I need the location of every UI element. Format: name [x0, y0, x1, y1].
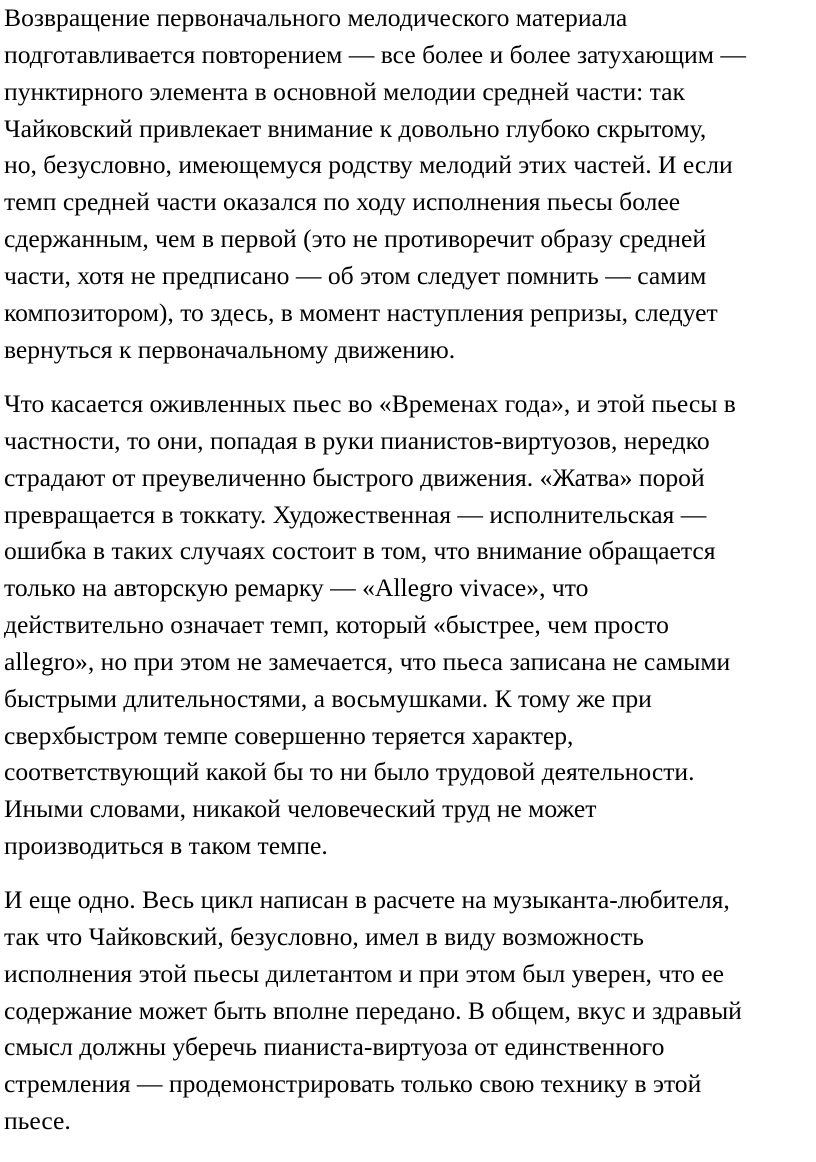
text-line: так что Чайковский, безусловно, имел в виду возможность: [4, 921, 644, 951]
paragraph-3: [4, 882, 816, 1140]
text-line: превращается в токкату. Художественная — исполнительская —: [4, 499, 707, 529]
text-line: Чайковский привлекает внимание к довольно глубоко скрытому,: [4, 113, 707, 143]
text-line: только на авторскую ремарку — «Allegro vivace», что: [4, 573, 589, 603]
text-line: страдают от преувеличенно быстрого движения. «Жатва» порой: [4, 462, 705, 492]
text-line: Возвращение первоначального мелодического материала: [4, 3, 628, 32]
text-line: стремления — продемонстрировать только свою технику в этой: [4, 1069, 702, 1099]
text-line: Иными словами, никакой человеческий труд не может: [4, 794, 597, 824]
text-line: но, безусловно, имеющемуся родству мелодий этих частей. И если: [4, 150, 733, 180]
text-line: исполнения этой пьесы дилетантом и при этом был уверен, что ее: [4, 958, 724, 988]
text-line: пунктирного элемента в основной мелодии средней части: так: [4, 76, 685, 106]
text-line: сдержанным, чем в первой (это не противоречит образу средней: [4, 224, 707, 254]
paragraph-2: [4, 386, 816, 865]
text-line: быстрыми длительностями, а восьмушками. К тому же при: [4, 683, 652, 713]
text-line: соответствующий какой бы то ни было трудовой деятельности.: [4, 757, 695, 787]
text-line: частности, то они, попадая в руки пианистов-виртуозов, нередко: [4, 425, 710, 455]
text-line: производиться в таком темпе.: [4, 831, 328, 861]
text-line: ошибка в таких случаях состоит в том, что внимание обращается: [4, 536, 716, 566]
text-line: И еще одно. Весь цикл написан в расчете на музыканта-любителя,: [4, 885, 730, 914]
text-line: вернуться к первоначальному движению.: [4, 334, 456, 364]
text-line: действительно означает темп, который «быстрее, чем просто: [4, 610, 669, 640]
text-line: темп средней части оказался по ходу исполнения пьесы более: [4, 187, 681, 217]
paragraph-1: [4, 0, 816, 368]
text-line: содержание может быть вполне передано. В общем, вкус и здравый: [4, 995, 742, 1025]
text-line: пьесе.: [4, 1106, 71, 1136]
text-line: allegro», но при этом не замечается, что пьеса записана не самыми: [4, 646, 731, 676]
text-line: композитором), то здесь, в момент наступления репризы, следует: [4, 297, 718, 327]
text-line: подготавливается повторением — все более и более затухающим —: [4, 39, 746, 69]
text-line: смысл должны уберечь пианиста-виртуоза от единственного: [4, 1032, 665, 1062]
text-line: Что касается оживленных пьес во «Временах года», и этой пьесы в: [4, 389, 736, 418]
text-line: сверхбыстром темпе совершенно теряется характер,: [4, 720, 574, 750]
text-line: части, хотя не предписано — об этом следует помнить — самим: [4, 260, 707, 290]
